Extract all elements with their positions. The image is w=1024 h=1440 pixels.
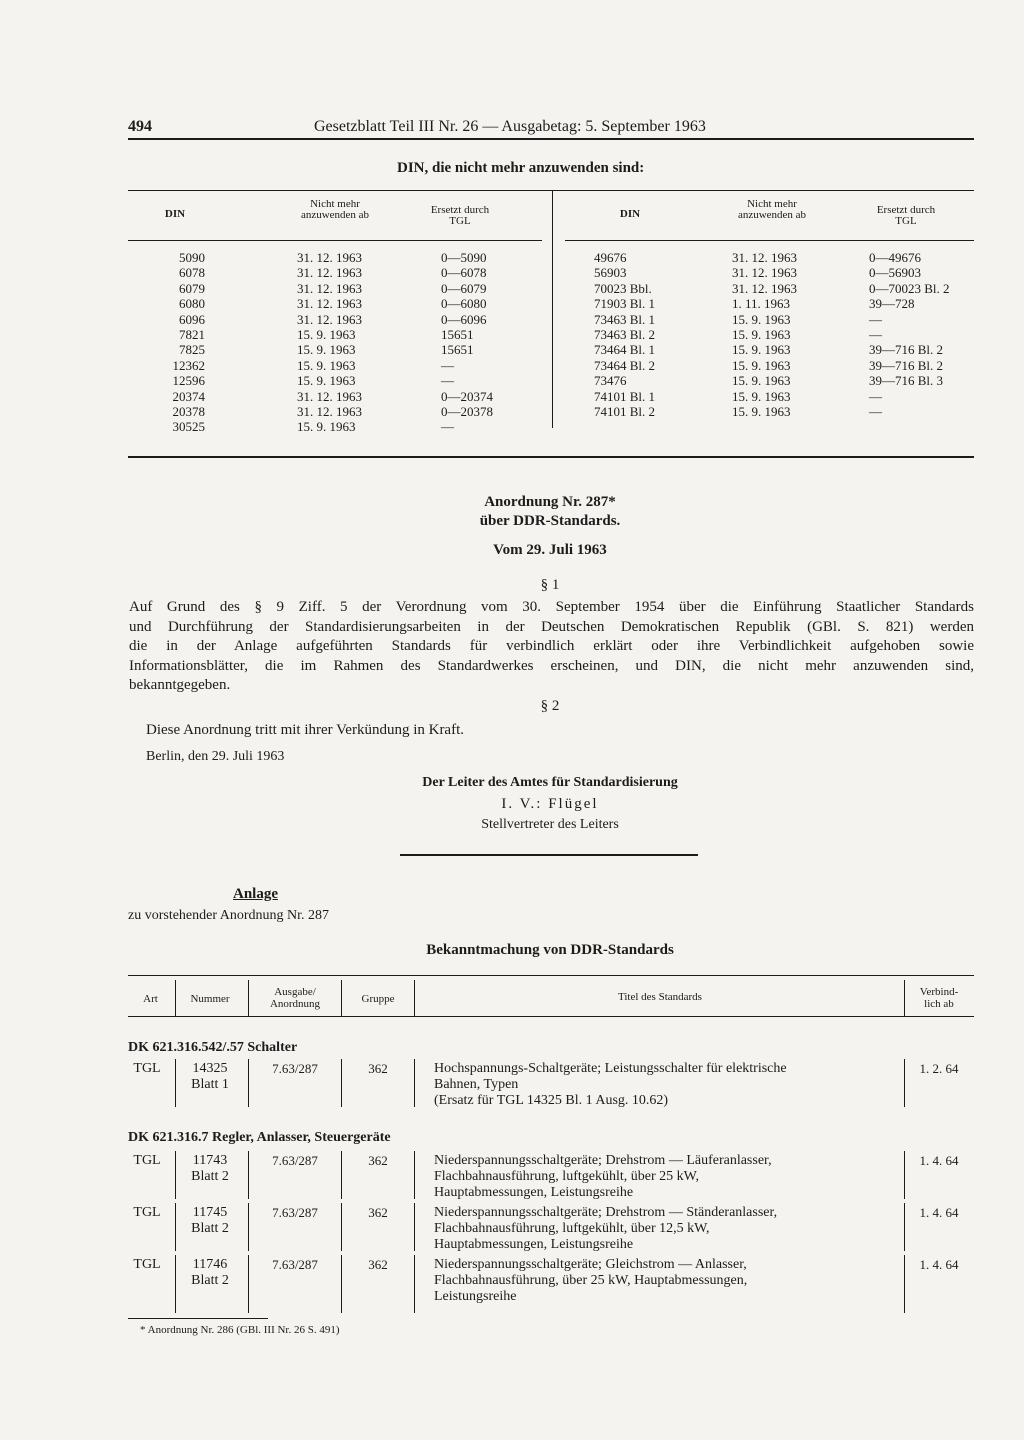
annex-table-title: Bekanntmachung von DDR-Standards (426, 942, 674, 958)
column-divider (248, 1151, 249, 1199)
din-date: 15. 9. 1963 (732, 357, 791, 373)
din-number: 73464 Bl. 2 (594, 357, 656, 373)
std-title-line: Hauptabmessungen, Leistungsreihe (434, 1185, 634, 1200)
din-table-top-rule (128, 190, 974, 191)
paragraph-line: bekanntgegeben. (129, 677, 231, 694)
column-divider (341, 1255, 342, 1313)
din-date: 15. 9. 1963 (297, 327, 356, 342)
std-title-line: Niederspannungsschaltgeräte; Gleichstrom — Anlasser, (434, 1257, 747, 1272)
din-number: 74101 Bl. 1 (594, 388, 656, 404)
din-date: 31. 12. 1963 (297, 404, 362, 419)
din-date: 15. 9. 1963 (732, 311, 791, 327)
std-title-line: Leistungsreihe (434, 1289, 517, 1304)
din-number: 73463 Bl. 2 (594, 327, 656, 342)
column-divider (341, 1059, 342, 1107)
order-date: Vom 29. Juli 1963 (493, 542, 607, 558)
din-number: 49676 (594, 250, 627, 265)
std-art: TGL (133, 1153, 161, 1168)
din-tgl: — (869, 388, 882, 404)
din-date: 15. 9. 1963 (297, 357, 356, 373)
std-nummer: 14325 (192, 1061, 228, 1076)
ersetzt-col-header-left: Ersetzt durch TGL (430, 204, 490, 227)
din-date: 15. 9. 1963 (732, 327, 791, 342)
std-gruppe: 362 (368, 1153, 388, 1168)
din-date: 15. 9. 1963 (297, 373, 356, 389)
nicht-mehr-col-header-left: Nicht mehr anzuwenden ab (300, 198, 370, 221)
din-tgl: 15651 (441, 342, 474, 358)
din-tgl: — (441, 373, 454, 389)
col-verbind-1: Verbind- (919, 986, 959, 998)
din-date: 31. 12. 1963 (297, 280, 362, 296)
annex-header-divider (175, 980, 176, 1016)
group2-label: DK 621.316.7 Regler, Anlasser, Steuergeräte (128, 1130, 391, 1145)
col-art: Art (143, 993, 158, 1005)
order-title-line2: über DDR-Standards. (479, 513, 621, 529)
std-blatt: Blatt 2 (191, 1221, 229, 1236)
din-number: 73463 Bl. 1 (594, 311, 656, 327)
annex-heading: Anlage (233, 886, 278, 902)
column-divider (341, 1203, 342, 1251)
annex-header-rule (128, 1016, 974, 1017)
din-date: 31. 12. 1963 (297, 388, 362, 404)
std-title-line: Hauptabmessungen, Leistungsreihe (434, 1237, 634, 1252)
din-table-title: DIN, die nicht mehr anzuwenden sind: (397, 160, 645, 176)
std-ausgabe: 7.63/287 (272, 1153, 318, 1168)
std-blatt: Blatt 2 (191, 1169, 229, 1184)
din-tgl: 0—6079 (441, 280, 487, 296)
din-date: 31. 12. 1963 (732, 250, 797, 265)
std-title-line: Flachbahnausführung, über 25 kW, Hauptabmessungen, (434, 1273, 748, 1288)
std-nummer: 11745 (192, 1205, 228, 1220)
din-date: 31. 12. 1963 (297, 265, 362, 281)
place-date: Berlin, den 29. Juli 1963 (146, 749, 285, 764)
din-tgl: 39—716 Bl. 3 (869, 373, 944, 389)
column-divider (414, 1203, 415, 1251)
std-ausgabe: 7.63/287 (272, 1061, 318, 1076)
std-blatt: Blatt 1 (191, 1077, 229, 1092)
din-tgl: 39—728 (869, 296, 915, 312)
std-title-line: Flachbahnausführung, luftgekühlt, über 12,5 kW, (434, 1221, 710, 1236)
din-col-header-right: DIN (619, 208, 641, 220)
din-number: 73464 Bl. 1 (594, 342, 656, 358)
std-title-line: Bahnen, Typen (434, 1077, 519, 1092)
std-nummer: 11746 (192, 1257, 228, 1272)
column-divider (248, 1059, 249, 1107)
din-number: 6079 (179, 280, 205, 296)
running-title: Gesetzblatt Teil III Nr. 26 — Ausgabetag: 5. September 1963 (314, 118, 706, 135)
order-end-rule (400, 854, 698, 856)
annex-table-top-rule (128, 975, 974, 976)
column-divider (414, 1151, 415, 1199)
std-date: 1. 2. 64 (919, 1061, 959, 1076)
column-divider (175, 1059, 176, 1107)
din-date: 15. 9. 1963 (297, 342, 356, 358)
din-tgl: 0—20378 (441, 404, 493, 419)
group1-label: DK 621.316.542/.57 Schalter (128, 1040, 298, 1055)
din-number: 20374 (172, 388, 205, 404)
din-date: 31. 12. 1963 (297, 311, 362, 327)
column-divider (904, 1059, 905, 1107)
din-tgl: 0—70023 Bl. 2 (869, 280, 950, 296)
section2-mark: § 2 (540, 698, 560, 714)
column-divider (175, 1203, 176, 1251)
din-date: 15. 9. 1963 (732, 342, 791, 358)
std-art: TGL (133, 1205, 161, 1220)
paragraph-line: Auf Grund des § 9 Ziff. 5 der Verordnung vom 30. September 1954 über die Einführung Staatlicher Standards (129, 599, 974, 615)
std-ausgabe: 7.63/287 (272, 1257, 318, 1272)
din-tgl: 39—716 Bl. 2 (869, 342, 944, 358)
din-tgl: 0—6080 (441, 296, 487, 312)
column-divider (904, 1255, 905, 1313)
annex-header-divider (248, 980, 249, 1016)
din-date: 31. 12. 1963 (732, 280, 797, 296)
din-number: 70023 Bbl. (594, 280, 652, 296)
din-number: 73476 (594, 373, 627, 389)
din-date: 15. 9. 1963 (297, 419, 356, 435)
column-divider (175, 1151, 176, 1199)
din-tgl: 39—716 Bl. 2 (869, 357, 944, 373)
section1-paragraph (129, 598, 974, 696)
paragraph-line: und Durchführung der Standardisierungsarbeiten in der Deutschen Demokratischen Republik (GBl. S. 821) werden (129, 618, 974, 635)
din-date: 1. 11. 1963 (732, 296, 791, 312)
col-ausgabe-2: Anordnung (269, 998, 321, 1010)
std-title-line: Flachbahnausführung, luftgekühlt, über 25 kW, (434, 1169, 700, 1184)
order-title-line1: Anordnung Nr. 287* (484, 494, 616, 510)
column-divider (341, 1151, 342, 1199)
din-header-rule-right (565, 240, 974, 241)
din-number: 20378 (172, 404, 205, 419)
din-tgl: 0—5090 (441, 250, 487, 265)
column-divider (414, 1059, 415, 1107)
din-date: 31. 12. 1963 (297, 296, 362, 312)
column-divider (904, 1203, 905, 1251)
annex-header-divider (414, 980, 415, 1016)
signatory-title: Der Leiter des Amtes für Standardisierung (422, 775, 678, 790)
header-rule (128, 138, 974, 140)
std-title-line: Hochspannungs-Schaltgeräte; Leistungsschalter für elektrische (434, 1061, 787, 1076)
din-table-bottom-rule (128, 456, 974, 458)
din-number: 12596 (172, 373, 205, 389)
nicht-mehr-col-header-right: Nicht mehr anzuwenden ab (737, 198, 807, 221)
column-divider (248, 1203, 249, 1251)
signatory-role: Stellvertreter des Leiters (481, 817, 619, 832)
din-tgl: — (869, 404, 882, 419)
din-tgl: 0—6078 (441, 265, 487, 281)
annex-header-divider (341, 980, 342, 1016)
din-number: 6078 (179, 265, 205, 281)
col-ausgabe-1: Ausgabe/ (274, 986, 316, 998)
column-divider (414, 1255, 415, 1313)
din-number: 74101 Bl. 2 (594, 404, 656, 419)
col-titel: Titel des Standards (618, 991, 702, 1003)
std-date: 1. 4. 64 (919, 1153, 959, 1168)
din-tgl: 15651 (441, 327, 474, 342)
din-number: 71903 Bl. 1 (594, 296, 656, 312)
din-number: 5090 (179, 250, 205, 265)
annex-header-divider (904, 980, 905, 1016)
signatory-name: I. V.: Flügel (501, 796, 599, 812)
din-number: 30525 (172, 419, 205, 435)
ersetzt-col-header-right: Ersetzt durch TGL (876, 204, 936, 227)
std-nummer: 11743 (192, 1153, 228, 1168)
std-art: TGL (133, 1257, 161, 1272)
din-tgl: 0—6096 (441, 311, 487, 327)
col-gruppe: Gruppe (361, 993, 395, 1005)
din-tgl: — (869, 311, 882, 327)
din-date: 15. 9. 1963 (732, 404, 791, 419)
col-nummer: Nummer (190, 993, 230, 1005)
std-gruppe: 362 (368, 1205, 388, 1220)
std-title-line: (Ersatz für TGL 14325 Bl. 1 Ausg. 10.62) (434, 1093, 669, 1108)
din-date: 31. 12. 1963 (297, 250, 362, 265)
din-number: 7825 (179, 342, 205, 358)
din-date: 15. 9. 1963 (732, 388, 791, 404)
din-number: 56903 (594, 265, 627, 281)
col-verbind-2: lich ab (924, 998, 954, 1010)
paragraph-line: die in der Anlage aufgeführten Standards für verbindlich erklärt oder ihre Verbindlichkeit aufgehoben sowie (129, 638, 974, 655)
column-divider (248, 1255, 249, 1313)
std-title-line: Niederspannungsschaltgeräte; Drehstrom — Ständeranlasser, (434, 1205, 778, 1220)
din-tgl: — (441, 419, 454, 435)
din-number: 6080 (179, 296, 205, 312)
din-date: 15. 9. 1963 (732, 373, 791, 389)
footnote-rule (128, 1318, 268, 1319)
column-divider (175, 1255, 176, 1313)
column-divider (904, 1151, 905, 1199)
std-blatt: Blatt 2 (191, 1273, 229, 1288)
din-number: 7821 (179, 327, 205, 342)
footnote: * Anordnung Nr. 286 (GBl. III Nr. 26 S. 491) (140, 1324, 340, 1336)
std-gruppe: 362 (368, 1061, 388, 1076)
std-gruppe: 362 (368, 1257, 388, 1272)
std-date: 1. 4. 64 (919, 1257, 959, 1272)
paragraph-line: Informationsblätter, die im Rahmen des Standardwerkes erscheinen, und DIN, die nicht mehr anzuwenden sind, (129, 657, 974, 674)
din-tgl: — (869, 327, 882, 342)
din-date: 31. 12. 1963 (732, 265, 797, 281)
din-number: 6096 (179, 311, 205, 327)
din-col-header-left: DIN (164, 208, 186, 220)
std-art: TGL (133, 1061, 161, 1076)
din-header-rule-left (128, 240, 542, 241)
std-title-line: Niederspannungsschaltgeräte; Drehstrom — Läuferanlasser, (434, 1153, 772, 1168)
din-tgl: 0—49676 (869, 250, 921, 265)
section2-text: Diese Anordnung tritt mit ihrer Verkündung in Kraft. (146, 722, 465, 738)
din-number: 12362 (172, 357, 205, 373)
din-table-divider (552, 190, 553, 428)
annex-subheading: zu vorstehender Anordnung Nr. 287 (128, 908, 330, 923)
std-ausgabe: 7.63/287 (272, 1205, 318, 1220)
din-tgl: 0—20374 (441, 388, 493, 404)
page-number: 494 (128, 118, 152, 135)
std-date: 1. 4. 64 (919, 1205, 959, 1220)
section1-mark: § 1 (540, 577, 560, 593)
din-tgl: — (441, 357, 454, 373)
din-tgl: 0—56903 (869, 265, 921, 281)
